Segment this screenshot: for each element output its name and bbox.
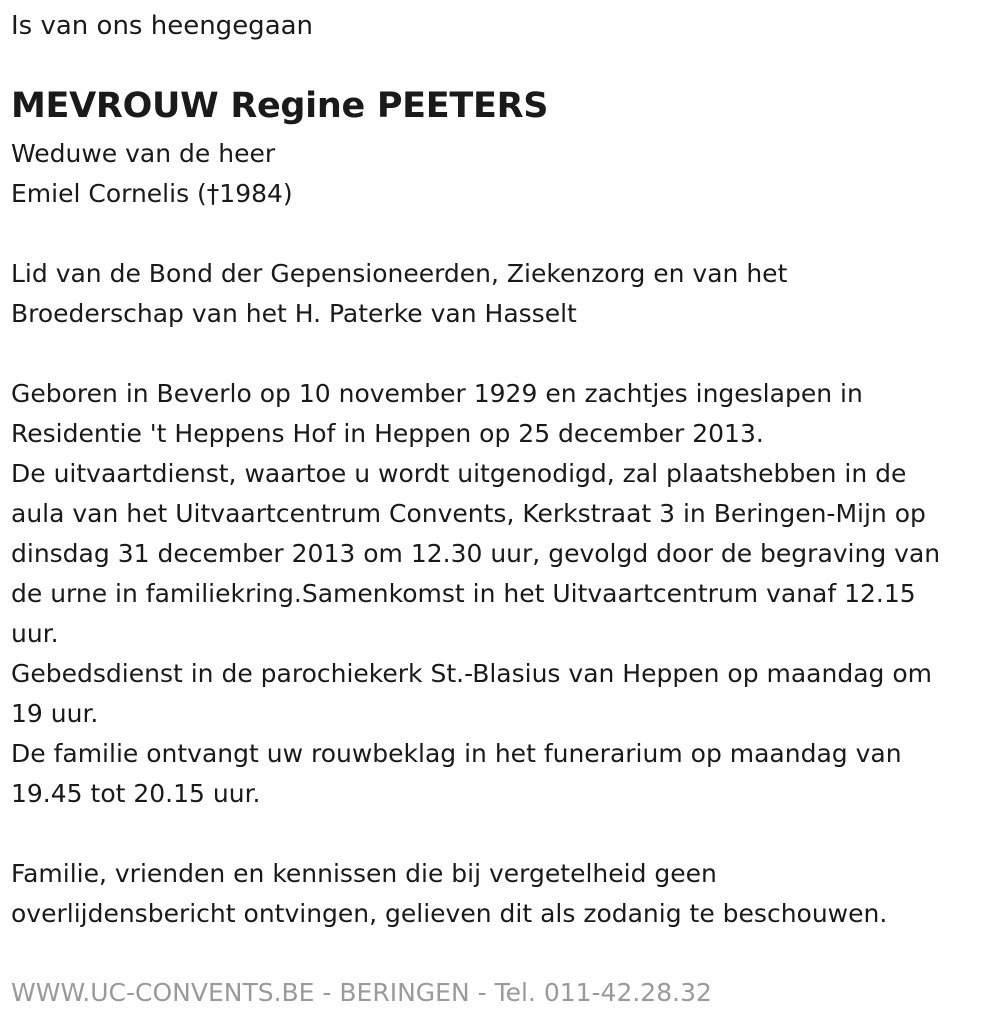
closing-line: Familie, vrienden en kennissen die bij vergetelheid geen [11,859,717,888]
detail-line: De familie ontvangt uw rouwbeklag in het funerarium op maandag van [11,739,902,768]
closing-line: overlijdensbericht ontvingen, gelieven dit als zodanig te beschouwen. [11,899,888,928]
detail-line: Residentie 't Heppens Hof in Heppen op 25 december 2013. [11,419,764,448]
detail-line: uur. [11,619,59,648]
deceased-name: MEVROUW Regine PEETERS [11,86,549,126]
spouse-line: Emiel Cornelis (†1984) [11,179,293,208]
detail-line: Geboren in Beverlo op 10 november 1929 en zachtjes ingeslapen in [11,379,863,408]
detail-line: 19 uur. [11,699,99,728]
detail-line: aula van het Uitvaartcentrum Convents, Kerkstraat 3 in Beringen-Mijn op [11,499,926,528]
closing-note [11,854,991,934]
intro-text: Is van ons heengegaan [11,11,314,41]
spouse-info [11,134,991,214]
detail-line: Gebedsdienst in de parochiekerk St.-Blasius van Heppen op maandag om [11,659,932,688]
detail-line: de urne in familiekring.Samenkomst in het Uitvaartcentrum vanaf 12.15 [11,579,916,608]
footer-contact: WWW.UC-CONVENTS.BE - BERINGEN - Tel. 011-42.28.32 [11,978,712,1007]
detail-line: De uitvaartdienst, waartoe u wordt uitgenodigd, zal plaatshebben in de [11,459,907,488]
funeral-details [11,374,991,814]
spouse-line: Weduwe van de heer [11,139,276,168]
detail-line: 19.45 tot 20.15 uur. [11,779,261,808]
membership-line: Broederschap van het H. Paterke van Hasselt [11,299,577,328]
detail-line: dinsdag 31 december 2013 om 12.30 uur, gevolgd door de begraving van [11,539,941,568]
membership-info [11,254,991,334]
membership-line: Lid van de Bond der Gepensioneerden, Ziekenzorg en van het [11,259,788,288]
